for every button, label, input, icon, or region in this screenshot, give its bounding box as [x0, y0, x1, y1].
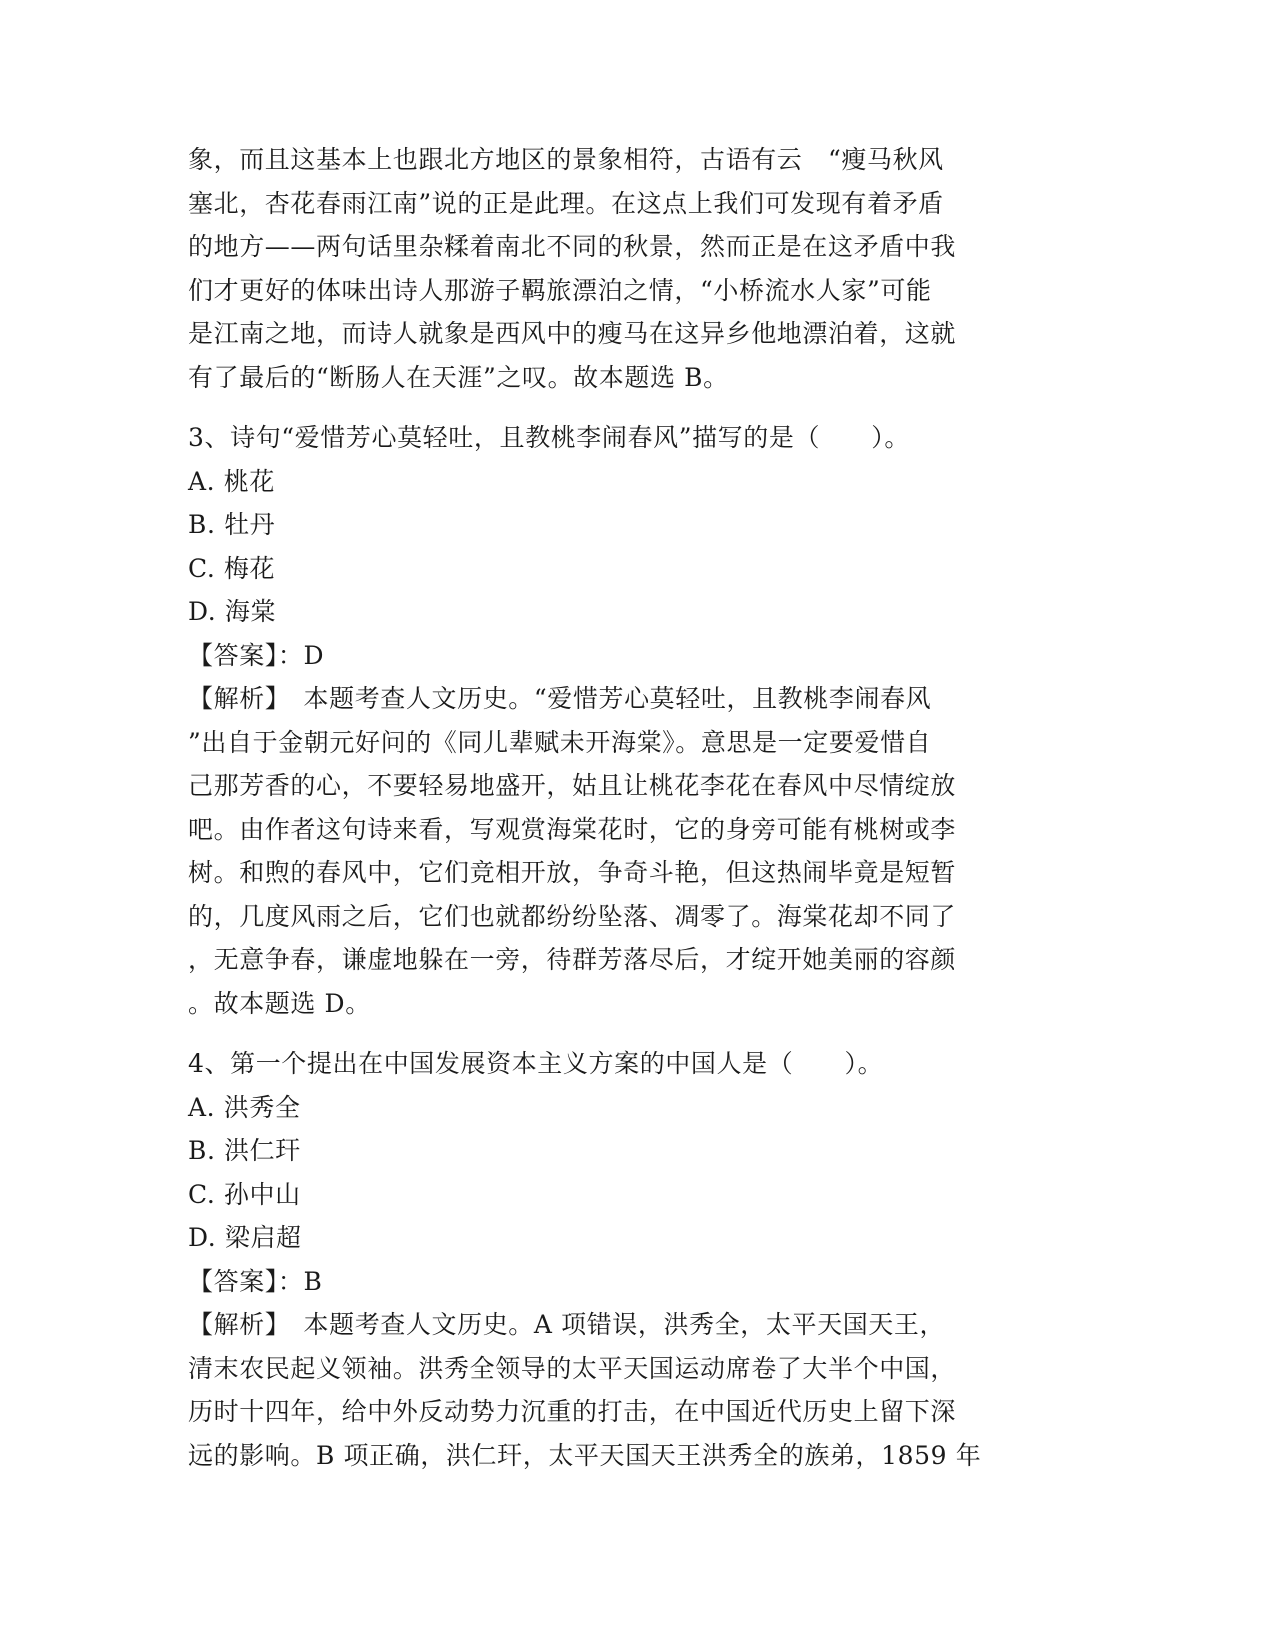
analysis-line: 历时十四年，给中外反动势力沉重的打击，在中国近代历史上留下深 [188, 1397, 957, 1426]
option-c: C. 孙中山 [188, 1179, 301, 1209]
analysis-line: 己那芳香的心，不要轻易地盛开，姑且让桃花李花在春风中尽情绽放 [188, 771, 957, 800]
analysis-line: 【解析】 本题考查人文历史。A 项错误，洪秀全，太平天国天王， [188, 1310, 946, 1339]
text-line: 象，而且这基本上也跟北方地区的景象相符，古语有云 “瘦马秋风 [188, 145, 944, 174]
text-line: 塞北，杏花春雨江南”说的正是此理。在这点上我们可发现有着矛盾 [188, 188, 944, 218]
page-content [188, 138, 1068, 1477]
question-4 [188, 1042, 1068, 1477]
intro-paragraph [188, 138, 1068, 399]
option-b: B. 牡丹 [188, 510, 276, 539]
analysis-line: 吧。由作者这句诗来看，写观赏海棠花时，它的身旁可能有桃树或李 [188, 814, 957, 844]
text-line: 们才更好的体味出诗人那游子羁旅漂泊之情，“小桥流水人家”可能 [188, 275, 932, 305]
question-3 [188, 416, 1068, 1025]
analysis-line: ，无意争春，谦虚地躲在一旁，待群芳落尽后，才绽开她美丽的容颜 [188, 945, 957, 974]
option-a: A. 桃花 [188, 466, 275, 496]
text-line: 的地方——两句话里杂糅着南北不同的秋景，然而正是在这矛盾中我 [188, 232, 957, 261]
option-d: D. 海棠 [188, 597, 277, 626]
analysis-line: 的，几度风雨之后，它们也就都纷纷坠落、凋零了。海棠花却不同了 [188, 901, 957, 931]
answer-line: 【答案】：B [188, 1266, 323, 1296]
option-a: A. 洪秀全 [188, 1092, 301, 1122]
analysis-line: 清末农民起义领袖。洪秀全领导的太平天国运动席卷了大半个中国， [188, 1353, 957, 1383]
question-stem: 3、诗句“爱惜芳心莫轻吐，且教桃李闹春风”描写的是（ ）。 [188, 423, 910, 452]
question-stem: 4、第一个提出在中国发展资本主义方案的中国人是（ ）。 [188, 1049, 884, 1078]
answer-line: 【答案】：D [188, 640, 325, 670]
analysis-line: 。故本题选 D。 [188, 988, 371, 1018]
analysis-line: 树。和煦的春风中，它们竞相开放，争奇斗艳，但这热闹毕竟是短暂 [188, 858, 957, 887]
analysis-line: 【解析】 本题考查人文历史。“爱惜芳心莫轻吐，且教桃李闹春风 [188, 684, 932, 713]
option-d: D. 梁启超 [188, 1223, 302, 1252]
text-line: 是江南之地，而诗人就象是西风中的瘦马在这异乡他地漂泊着，这就 [188, 319, 957, 348]
text-line: 有了最后的“断肠人在天涯”之叹。故本题选 B。 [188, 362, 729, 392]
analysis-line: ”出自于金朝元好问的《同儿辈赋未开海棠》。意思是一定要爱惜自 [188, 727, 932, 757]
option-b: B. 洪仁玕 [188, 1136, 301, 1165]
option-c: C. 梅花 [188, 553, 276, 583]
analysis-line: 远的影响。B 项正确，洪仁玕，太平天国天王洪秀全的族弟，1859 年 [188, 1440, 982, 1470]
